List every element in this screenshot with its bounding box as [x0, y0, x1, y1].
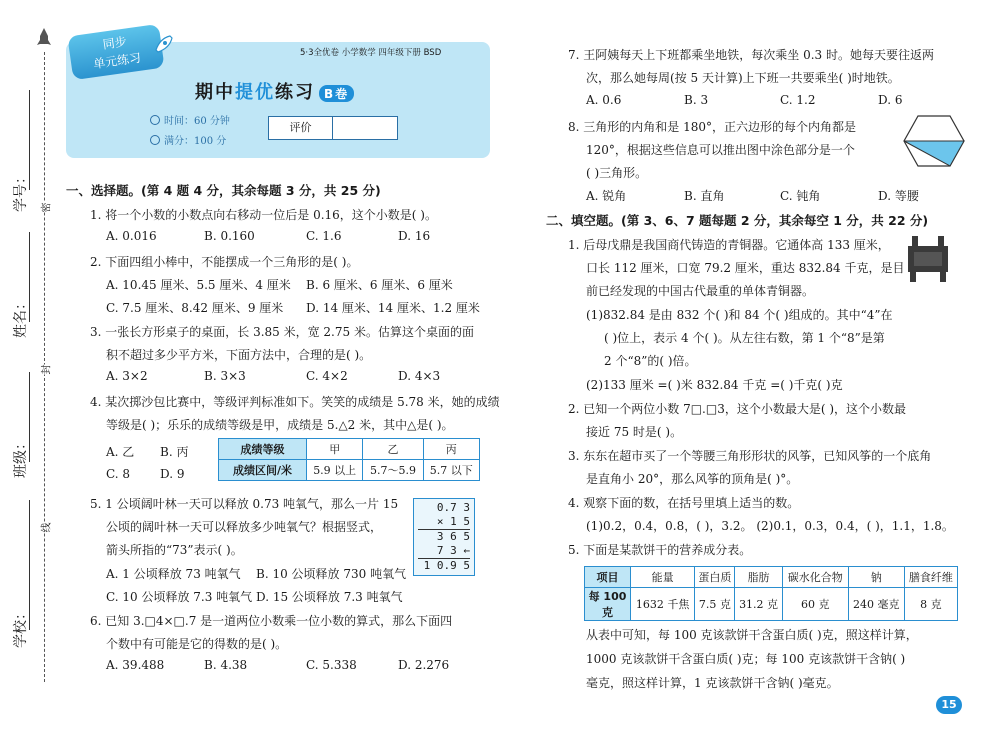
table-cell: 1632 千焦 — [631, 588, 695, 621]
fill-1-line-3: 前已经发现的中国古代最重的单体青铜器。 — [586, 284, 815, 298]
fill-1-part-2: (2)133 厘米 =( )米 832.84 千克 =( )千克( )克 — [586, 378, 843, 392]
table-cell: 5.9 以上 — [307, 460, 363, 481]
page-number: 15 — [936, 696, 962, 714]
q7-option-d[interactable]: D. 6 — [878, 93, 903, 107]
table-cell: 每 100 克 — [585, 588, 631, 621]
fill-1-line-1: 1. 后母戊鼎是我国商代铸造的青铜器。它通体高 133 厘米， — [568, 238, 890, 252]
volume-tag: B卷 — [319, 85, 354, 102]
q8-option-b[interactable]: B. 直角 — [684, 189, 725, 203]
q2-option-d[interactable]: D. 14 厘米、14 厘米、1.2 厘米 — [306, 301, 480, 315]
question-5-line-1: 5. 1 公顷阔叶林一天可以释放 0.73 吨氧气，那么一片 15 — [90, 497, 399, 511]
table-cell: 31.2 克 — [735, 588, 782, 621]
q5-option-b[interactable]: B. 10 公顷释放 730 吨氧气 — [256, 567, 407, 581]
q7-option-c[interactable]: C. 1.2 — [780, 93, 816, 107]
q5-option-d[interactable]: D. 15 公顷释放 7.3 吨氧气 — [256, 590, 403, 604]
table-cell: 成绩区间/米 — [219, 460, 307, 481]
score-info — [150, 132, 226, 147]
fill-4-line-1: 4. 观察下面的数，在括号里填上适当的数。 — [568, 496, 800, 510]
section-fill-heading: 二、填空题。(第 3、6、7 题每题 2 分，其余每空 1 分，共 22 分) — [546, 213, 929, 228]
class-blank[interactable] — [29, 372, 30, 462]
nutrition-table — [584, 566, 958, 621]
calc-line: 7 3 ← — [436, 544, 470, 557]
table-row — [219, 460, 480, 481]
q6-option-b[interactable]: B. 4.38 — [204, 658, 248, 672]
table-cell: 碳水化合物 — [782, 567, 848, 588]
q3-option-b[interactable]: B. 3×3 — [204, 369, 246, 383]
q1-option-b[interactable]: B. 0.160 — [204, 229, 255, 243]
question-2: 2. 下面四组小棒中，不能摆成一个三角形的是( )。 — [90, 255, 359, 269]
question-8-line-1: 8. 三角形的内角和是 180°，正六边形的每个内角都是 — [568, 120, 856, 134]
q8-option-d[interactable]: D. 等腰 — [878, 189, 919, 203]
q8-option-a[interactable]: A. 锐角 — [586, 189, 627, 203]
q4-option-d[interactable]: D. 9 — [160, 467, 185, 481]
question-6-line-2: 个数中有可能是它的得数的是( )。 — [106, 637, 288, 651]
fill-1-line-2: 口长 112 厘米，口宽 79.2 厘米，重达 832.84 千克，是目 — [586, 261, 905, 275]
q8-option-c[interactable]: C. 钝角 — [780, 189, 821, 203]
q3-option-c[interactable]: C. 4×2 — [306, 369, 348, 383]
table-cell: 5.7 以下 — [423, 460, 479, 481]
q1-option-c[interactable]: C. 1.6 — [306, 229, 342, 243]
table-cell: 钠 — [848, 567, 904, 588]
page-title — [195, 78, 354, 104]
q7-option-a[interactable]: A. 0.6 — [586, 93, 622, 107]
fill-2-line-2: 接近 75 时是( )。 — [586, 425, 683, 439]
name-label: 姓名： — [13, 296, 29, 338]
title-part-c: 练习 — [275, 82, 315, 103]
fill-5-answer-line-3: 毫克，照这样计算，1 克该款饼干含钠( )毫克。 — [586, 676, 839, 690]
fill-5-answer-line-1: 从表中可知，每 100 克该款饼干含蛋白质( )克，照这样计算， — [586, 628, 918, 642]
question-8-line-3: ( )三角形。 — [586, 166, 648, 180]
question-1: 1. 将一个小数的小数点向右移动一位后是 0.16，这个小数是( )。 — [90, 208, 437, 222]
score-text: 满分：100 分 — [164, 136, 227, 147]
evaluation-box — [268, 116, 398, 140]
q5-option-a[interactable]: A. 1 公顷释放 73 吨氧气 — [106, 567, 241, 581]
q1-option-d[interactable]: D. 16 — [398, 229, 431, 243]
time-info — [150, 112, 230, 127]
question-6-line-1: 6. 已知 3.□4×□.7 是一道两位小数乘一位小数的算式，那么下面四 — [90, 614, 453, 628]
q3-option-a[interactable]: A. 3×2 — [106, 369, 148, 383]
q2-option-c[interactable]: C. 7.5 厘米、8.42 厘米、9 厘米 — [106, 301, 284, 315]
student-id-label: 学号： — [13, 170, 29, 212]
rocket-badge-icon — [150, 34, 174, 58]
q4-option-b[interactable]: B. 丙 — [160, 445, 189, 459]
grade-table — [218, 438, 480, 481]
table-cell: 项目 — [585, 567, 631, 588]
question-3-line-2: 积不超过多少平方米，下面方法中，合理的是( )。 — [106, 348, 372, 362]
fill-1-part-1-line-2: ( )位上，表示 4 个( )。从左往右数，第 1 个“8”是第 — [604, 331, 885, 345]
calc-line: × 1 5 — [436, 515, 470, 528]
table-cell: 8 克 — [904, 588, 957, 621]
table-cell: 7.5 克 — [695, 588, 735, 621]
table-row — [585, 567, 958, 588]
q4-option-a[interactable]: A. 乙 — [106, 445, 135, 459]
table-cell: 膳食纤维 — [904, 567, 957, 588]
fill-3-line-1: 3. 东东在超市买了一个等腰三角形形状的风筝，已知风筝的一个底角 — [568, 449, 932, 463]
table-row — [585, 588, 958, 621]
evaluation-field[interactable] — [333, 117, 397, 139]
section-choice-heading: 一、选择题。(第 4 题 4 分，其余每题 3 分，共 25 分) — [66, 183, 381, 198]
name-blank[interactable] — [29, 232, 30, 322]
table-cell: 乙 — [363, 439, 423, 460]
student-id-blank[interactable] — [29, 90, 30, 190]
fill-2-line-1: 2. 已知一个两位小数 7□.□3，这个小数最大是( )，这个小数最 — [568, 402, 907, 416]
table-cell: 240 毫克 — [848, 588, 904, 621]
rocket-icon — [36, 28, 52, 48]
question-4-line-1: 4. 某次掷沙包比赛中，等级评判标准如下。笑笑的成绩是 5.78 米，她的成绩 — [90, 395, 500, 409]
evaluation-label: 评价 — [269, 117, 333, 139]
vertical-multiplication — [413, 498, 475, 576]
q3-option-d[interactable]: D. 4×3 — [398, 369, 441, 383]
badge-line-2: 单元练习 — [92, 50, 142, 72]
q1-option-a[interactable]: A. 0.016 — [106, 229, 157, 243]
calc-line: 3 6 5 — [418, 529, 470, 544]
title-part-b: 提优 — [235, 82, 275, 103]
binding-margin — [0, 0, 62, 750]
q7-option-b[interactable]: B. 3 — [684, 93, 709, 107]
fill-1-part-1-line-3: 2 个“8”的( )倍。 — [604, 354, 697, 368]
fill-1-part-1-line-1: (1)832.84 是由 832 个( )和 84 个( )组成的。其中“4”在 — [586, 308, 893, 322]
series-info: 5·3全优卷 小学数学 四年级下册 BSD — [300, 48, 442, 58]
q6-option-c[interactable]: C. 5.338 — [306, 658, 357, 672]
time-text: 时间：60 分钟 — [164, 116, 230, 127]
question-5-line-3: 箭头所指的“73”表示( )。 — [106, 543, 243, 557]
seal-mi: 密 — [38, 203, 53, 213]
table-cell: 脂肪 — [735, 567, 782, 588]
check-icon — [150, 135, 160, 145]
q2-option-b[interactable]: B. 6 厘米、6 厘米、6 厘米 — [306, 278, 453, 292]
question-7-line-1: 7. 王阿姨每天上下班都乘坐地铁，每次乘坐 0.3 时。她每天要往返两 — [568, 48, 934, 62]
q6-option-d[interactable]: D. 2.276 — [398, 658, 450, 672]
q6-option-a[interactable]: A. 39.488 — [106, 658, 165, 672]
school-label: 学校： — [13, 606, 29, 648]
table-cell: 甲 — [307, 439, 363, 460]
seal-feng: 封 — [38, 365, 53, 375]
class-label: 班级： — [13, 436, 29, 478]
q2-option-a[interactable]: A. 10.45 厘米、5.5 厘米、4 厘米 — [106, 278, 291, 292]
table-cell: 5.7～5.9 — [363, 460, 423, 481]
question-4-line-2: 等级是( )；乐乐的成绩等级是甲，成绩是 5.△2 米，其中△是( )。 — [106, 418, 454, 432]
table-cell: 60 克 — [782, 588, 848, 621]
question-5-line-2: 公顷的阔叶林一天可以释放多少吨氧气？根据竖式， — [106, 520, 383, 534]
table-cell: 丙 — [423, 439, 479, 460]
clock-icon — [150, 115, 160, 125]
hexagon-figure — [902, 114, 966, 168]
fill-4-line-2: (1)0.2，0.4，0.8，( )，3.2。 (2)0.1，0.3，0.4，( )，1.1，1.8。 — [586, 519, 954, 533]
table-cell: 蛋白质 — [695, 567, 735, 588]
fill-5-answer-line-2: 1000 克该款饼干含蛋白质( )克；每 100 克该款饼干含钠( ) — [586, 652, 906, 666]
table-row — [219, 439, 480, 460]
badge-line-1: 同步 — [101, 34, 128, 52]
school-blank[interactable] — [29, 500, 30, 630]
q5-option-c[interactable]: C. 10 公顷释放 7.3 吨氧气 — [106, 590, 253, 604]
table-cell: 能量 — [631, 567, 695, 588]
table-cell: 成绩等级 — [219, 439, 307, 460]
bronze-ding-image — [902, 232, 954, 284]
fill-5-line-1: 5. 下面是某款饼干的营养成分表。 — [568, 543, 752, 557]
calc-line: 0.7 3 — [436, 501, 470, 514]
q4-option-c[interactable]: C. 8 — [106, 467, 131, 481]
question-3-line-1: 3. 一张长方形桌子的桌面，长 3.85 米，宽 2.75 米。估算这个桌面的面 — [90, 325, 474, 339]
title-part-a: 期中 — [195, 82, 235, 103]
calc-line: 1 0.9 5 — [418, 558, 470, 573]
question-8-line-2: 120°，根据这些信息可以推出图中涂色部分是一个 — [586, 143, 855, 157]
question-7-line-2: 次，那么她每周(按 5 天计算)上下班一共要乘坐( )时地铁。 — [586, 71, 900, 85]
fill-3-line-2: 是直角小 20°，那么风筝的顶角是( )°。 — [586, 472, 799, 486]
seal-xian: 线 — [38, 523, 53, 533]
